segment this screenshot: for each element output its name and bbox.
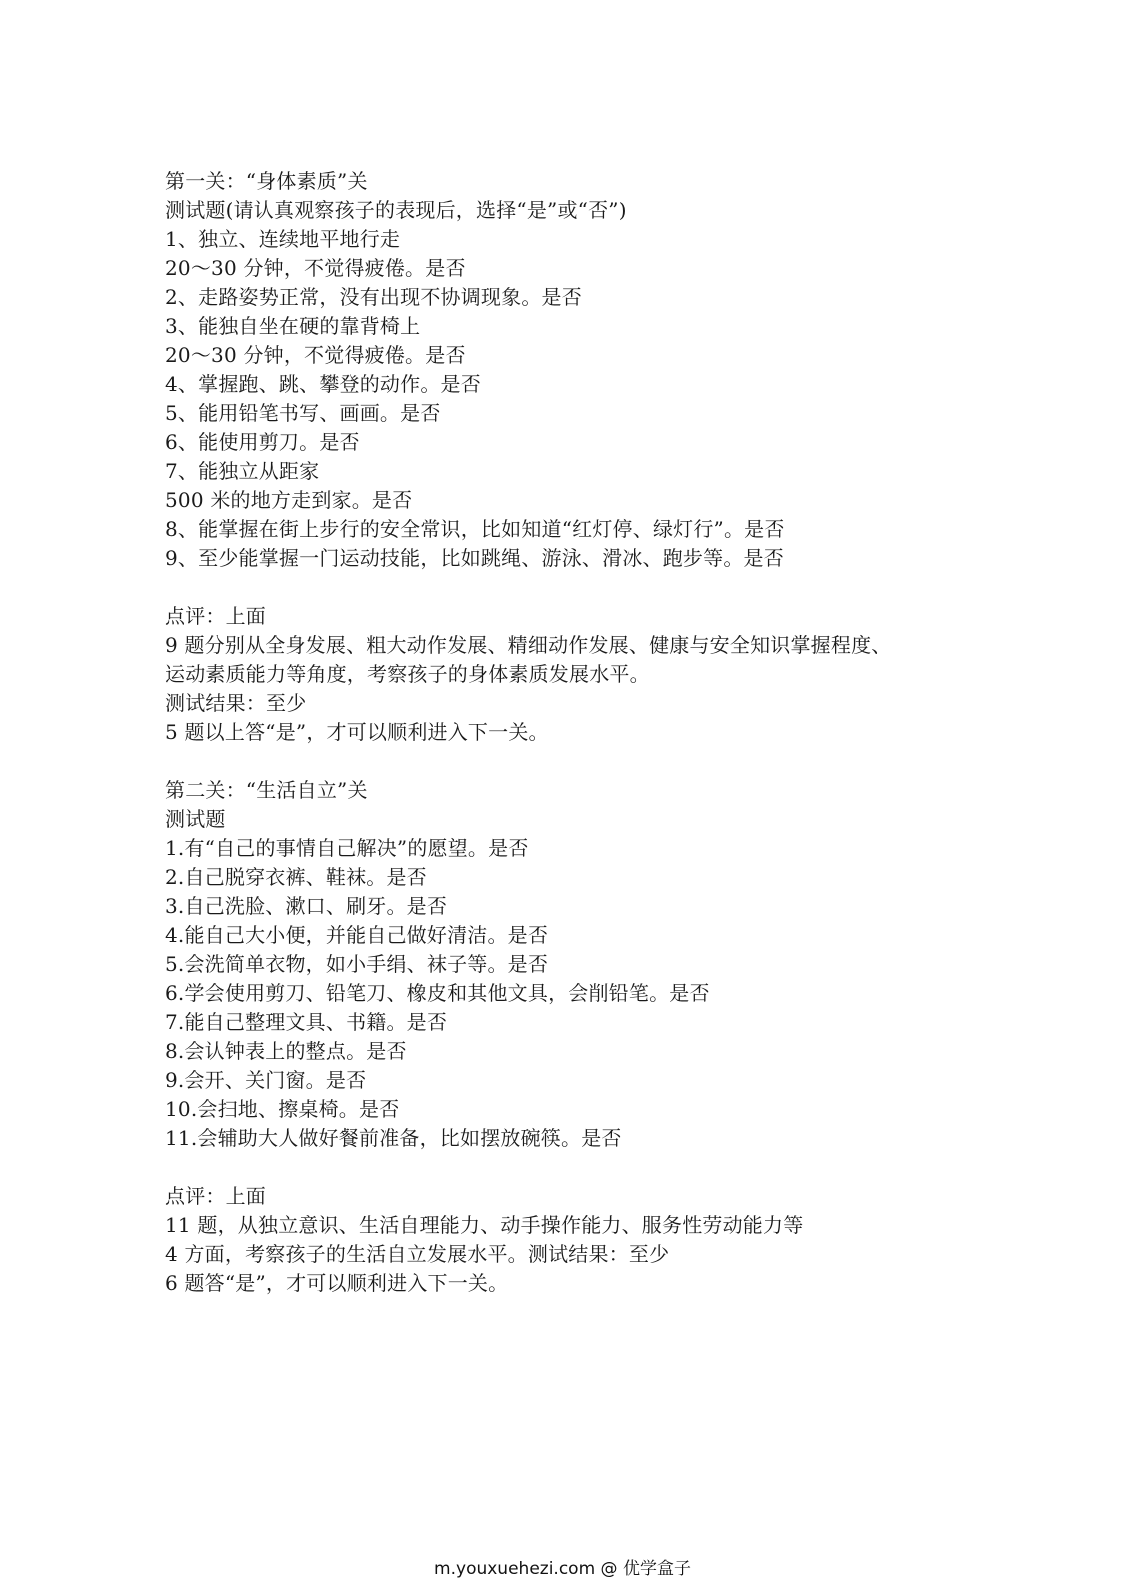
section1-item: 4、掌握跑、跳、攀登的动作。是否 (165, 372, 481, 396)
section2-item: 11.会辅助大人做好餐前准备，比如摆放碗筷。是否 (165, 1126, 622, 1150)
section1-item: 1、独立、连续地平地行走 (165, 227, 401, 251)
section2-item: 9.会开、关门窗。是否 (165, 1068, 367, 1092)
paragraph-gap (165, 747, 1065, 776)
section2-item: 6.学会使用剪刀、铅笔刀、橡皮和其他文具，会削铅笔。是否 (165, 981, 710, 1005)
section2-intro: 测试题 (165, 807, 226, 831)
section1-item: 2、走路姿势正常，没有出现不协调现象。是否 (165, 285, 582, 309)
section1-intro: 测试题(请认真观察孩子的表现后，选择“是”或“否”) (165, 198, 627, 222)
section1-item: 8、能掌握在街上步行的安全常识，比如知道“红灯停、绿灯行”。是否 (165, 517, 785, 541)
section2-comment: 6 题答“是”，才可以顺利进入下一关。 (165, 1271, 509, 1295)
section2-item: 7.能自己整理文具、书籍。是否 (165, 1010, 448, 1034)
section2-item: 5.会洗简单衣物，如小手绢、袜子等。是否 (165, 952, 549, 976)
section2-item: 8.会认钟表上的整点。是否 (165, 1039, 407, 1063)
section1-comment: 5 题以上答“是”，才可以顺利进入下一关。 (165, 720, 549, 744)
section1-comment: 9 题分别从全身发展、粗大动作发展、精细动作发展、健康与安全知识掌握程度、 (165, 633, 892, 657)
section2-comment: 11 题，从独立意识、生活自理能力、动手操作能力、服务性劳动能力等 (165, 1213, 804, 1237)
section2-comment: 点评：上面 (165, 1184, 266, 1208)
section1-title: 第一关：“身体素质”关 (165, 169, 368, 193)
section1-item: 20～30 分钟，不觉得疲倦。是否 (165, 256, 466, 280)
section1-item: 6、能使用剪刀。是否 (165, 430, 360, 454)
section2-item: 10.会扫地、擦桌椅。是否 (165, 1097, 400, 1121)
section1-item: 500 米的地方走到家。是否 (165, 488, 413, 512)
section1-item: 5、能用铅笔书写、画画。是否 (165, 401, 441, 425)
section1-comment: 运动素质能力等角度，考察孩子的身体素质发展水平。 (165, 662, 650, 686)
section1-item: 9、至少能掌握一门运动技能，比如跳绳、游泳、滑冰、跑步等。是否 (165, 546, 784, 570)
section1-item: 3、能独自坐在硬的靠背椅上 (165, 314, 421, 338)
section1-comment: 测试结果：至少 (165, 691, 307, 715)
section2-item: 3.自己洗脸、漱口、刷牙。是否 (165, 894, 448, 918)
footer-watermark: m.youxuehezi.com @ 优学盒子 (434, 1559, 691, 1579)
section1-item: 7、能独立从距家 (165, 459, 320, 483)
section2-comment: 4 方面，考察孩子的生活自立发展水平。测试结果：至少 (165, 1242, 670, 1266)
paragraph-gap (165, 573, 1065, 602)
section2-title: 第二关：“生活自立”关 (165, 778, 368, 802)
section2-item: 2.自己脱穿衣裤、鞋袜。是否 (165, 865, 427, 889)
section2-item: 1.有“自己的事情自己解决”的愿望。是否 (165, 836, 529, 860)
section2-item: 4.能自己大小便，并能自己做好清洁。是否 (165, 923, 549, 947)
section1-comment: 点评：上面 (165, 604, 266, 628)
paragraph-gap (165, 1153, 1065, 1182)
section1-item: 20～30 分钟，不觉得疲倦。是否 (165, 343, 466, 367)
document-content (165, 167, 1065, 1298)
